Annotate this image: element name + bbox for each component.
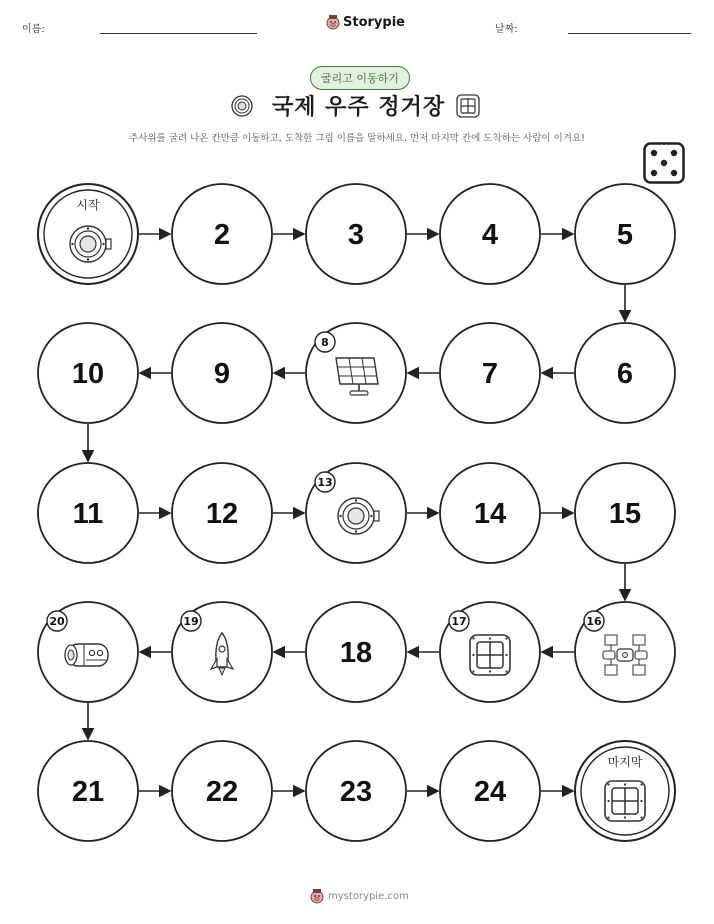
space-number: 11 [72,498,104,530]
space-number: 13 [317,476,333,489]
brand-name: Storypie [343,14,405,30]
board-space-5[interactable] [575,184,675,284]
board-space-21[interactable] [38,741,138,841]
board-space-2[interactable] [172,184,272,284]
space-number: 9 [213,358,231,390]
space-number: 18 [339,637,373,669]
space-number: 7 [481,358,499,390]
board-space-23[interactable] [306,741,406,841]
board-space-15[interactable] [575,463,675,563]
board-space-7[interactable] [440,323,540,423]
page-title: 국제 우주 정거장 [272,95,446,120]
footer-url[interactable]: mystorypie.com [328,890,409,902]
space-number: 22 [205,776,239,808]
space-number: 5 [616,219,634,251]
space-number: 14 [473,498,507,530]
space-number: 2 [213,219,231,251]
board-space-22[interactable] [172,741,272,841]
instructions: 주사위를 굴려 나온 칸만큼 이동하고, 도착한 그림 이름을 말하세요. 먼저 마지막 칸에 도착하는 사람이 이겨요! [129,133,585,144]
window-icon [605,781,645,821]
space-number: 17 [451,615,467,628]
board-space-11[interactable] [38,463,138,563]
start-label: 시작 [76,198,100,212]
module-icon [65,644,108,666]
board-space-24[interactable] [440,741,540,841]
space-number: 10 [71,358,105,390]
board-space-20[interactable] [38,602,138,702]
board-space-8[interactable] [306,323,406,423]
activity-tag: 굴리고 이동하기 [310,66,410,90]
board-space-17[interactable] [440,602,540,702]
board-space-10[interactable] [38,323,138,423]
start-space[interactable] [38,184,138,284]
board-space-9[interactable] [172,323,272,423]
board-space-6[interactable] [575,323,675,423]
space-number: 23 [339,776,373,808]
board-space-13[interactable] [306,463,406,563]
board-space-16[interactable] [575,602,675,702]
space-number: 3 [347,219,365,251]
board-space-14[interactable] [440,463,540,563]
board-space-18[interactable] [306,602,406,702]
finish-space[interactable] [575,741,675,841]
board-space-19[interactable] [172,602,272,702]
name-label: 이름: [22,24,45,35]
finish-label: 마지막 [607,755,643,769]
board-space-3[interactable] [306,184,406,284]
space-number: 4 [481,219,499,251]
space-number: 16 [586,615,602,628]
space-number: 6 [616,358,634,390]
footer [310,888,409,904]
window-icon [470,635,510,675]
board-space-4[interactable] [440,184,540,284]
space-number: 19 [183,615,199,628]
space-number: 8 [321,336,329,349]
pig-mascot-icon [310,888,324,904]
space-number: 20 [49,615,65,628]
space-number: 21 [71,776,105,808]
date-label: 날짜: [495,24,518,35]
space-number: 12 [205,498,239,530]
board-space-12[interactable] [172,463,272,563]
space-number: 24 [473,776,507,808]
space-number: 15 [608,498,642,530]
